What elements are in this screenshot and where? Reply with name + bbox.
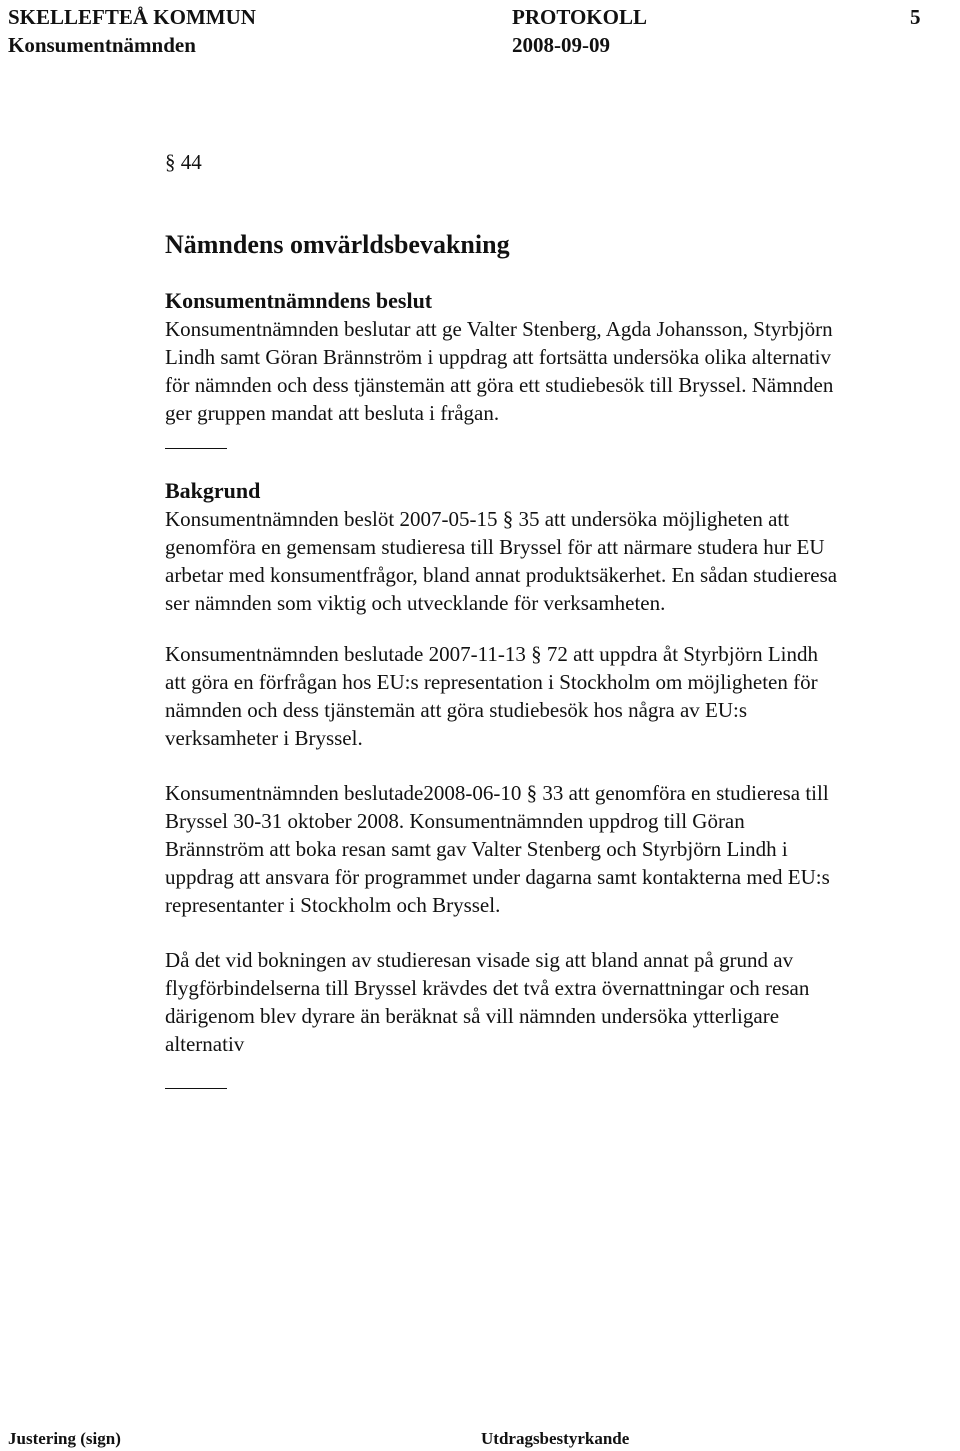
municipality-name: SKELLEFTEÅ KOMMUN <box>8 5 256 29</box>
document-body <box>165 287 955 1089</box>
section-number: § 44 <box>165 150 202 174</box>
separator-line <box>165 1088 227 1089</box>
background-paragraph-2: Konsumentnämnden beslutade 2007-11-13 § 72 att uppdra åt Styrbjörn Lindh att göra en förfrågan hos EU:s representation i Stockholm om möjligheten för nämnden och dess tjänstemän att göra studiebesök hos några av EU:s verksamheter i Bryssel. <box>165 642 819 750</box>
committee-name: Konsumentnämnden <box>8 33 196 57</box>
separator-line <box>165 448 227 449</box>
decision-text: Konsumentnämnden beslutar att ge Valter Stenberg, Agda Johansson, Styrbjörn Lindh samt Göran Brännström i uppdrag att fortsätta undersöka olika alternativ för nämnden och dess tjänstemän att göra ett studiebesök till Bryssel. Nämnden ger gruppen mandat att besluta i frågan. <box>165 317 834 425</box>
background-heading: Bakgrund <box>165 478 261 503</box>
signature-label: Justering (sign) <box>8 1429 121 1448</box>
background-paragraph-3: Konsumentnämnden beslutade2008-06-10 § 33 att genomföra en studieresa till Bryssel 30-31 oktober 2008. Konsumentnämnden uppdrog till Göran Brännström att boka resan samt gav Valter Stenberg och Styrbjörn Lindh i uppdrag att ansvara för programmet under dagarna samt kontakterna med EU:s representanter i Stockholm och Bryssel. <box>165 781 830 917</box>
decision-heading: Konsumentnämndens beslut <box>165 288 433 313</box>
certification-label: Utdragsbestyrkande <box>481 1429 630 1448</box>
background-paragraph-4: Då det vid bokningen av studieresan visade sig att bland annat på grund av flygförbindelserna till Bryssel krävdes det två extra övernattningar och resan därigenom blev dyrare än beräknat så vill nämnden undersöka ytterligare alternativ <box>165 948 810 1056</box>
background-paragraph-1: Konsumentnämnden beslöt 2007-05-15 § 35 att undersöka möjligheten att genomföra en gemensam studieresa till Bryssel för att närmare studera hur EU arbetar med konsumentfrågor, bland annat produktsäkerhet. En sådan studieresa ser nämnden som viktig och utvecklande för verksamheten. <box>165 507 838 615</box>
page-number: 5 <box>910 5 921 29</box>
page-title: Nämndens omvärldsbevakning <box>165 230 510 259</box>
meeting-date: 2008-09-09 <box>512 33 610 57</box>
document-type: PROTOKOLL <box>512 5 647 29</box>
